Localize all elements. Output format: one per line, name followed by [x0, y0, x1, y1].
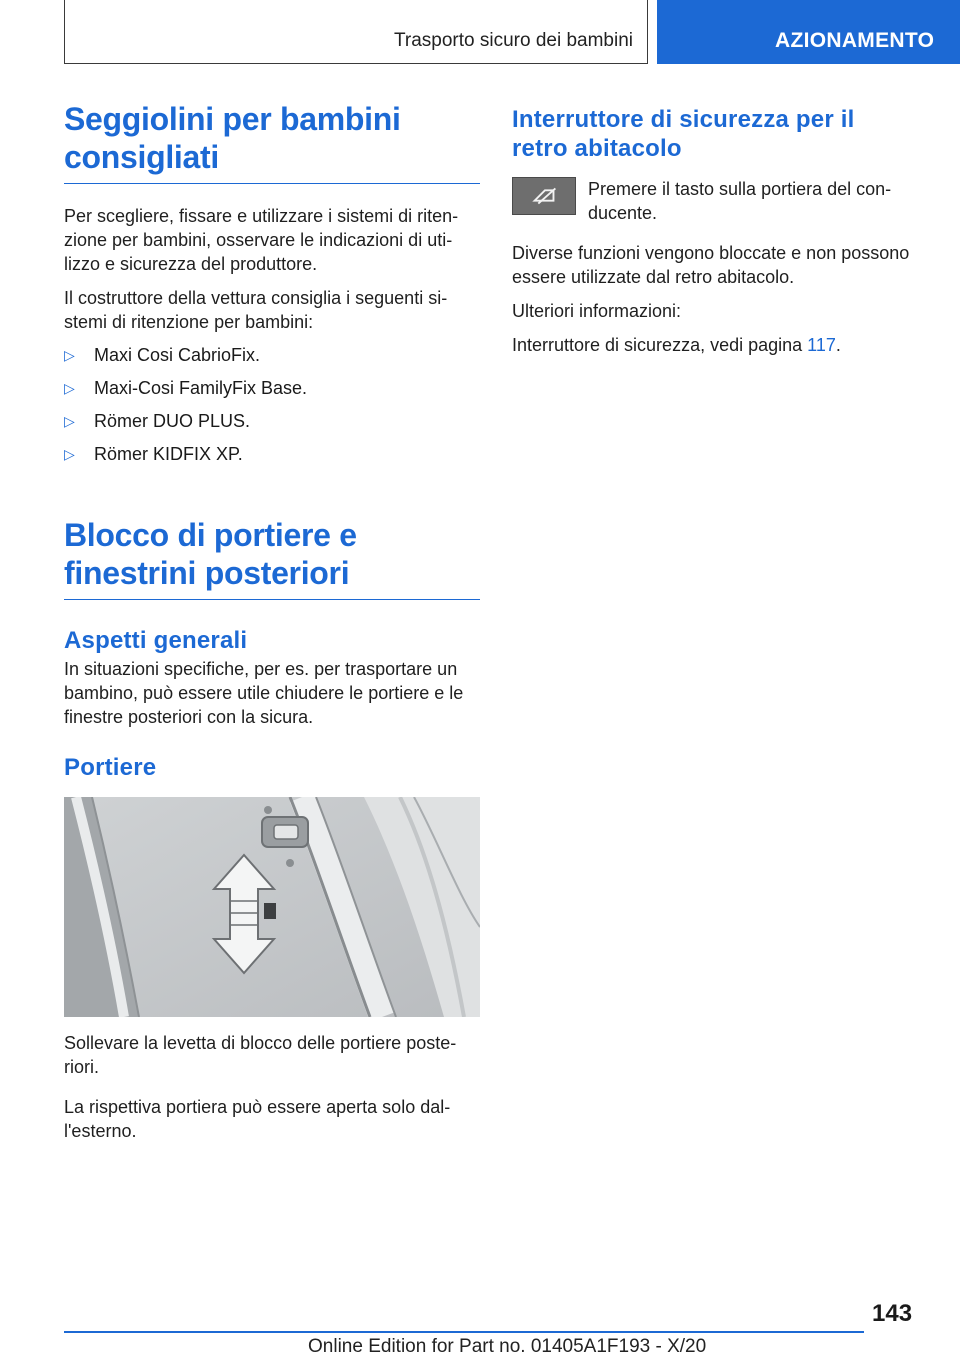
door-lock-lever-illustration: [64, 797, 480, 1017]
heading-doors: Portiere: [64, 754, 157, 781]
paragraph-switch-functions: Diverse funzioni vengono bloccate e non possono essere utilizzate dal retro abitacolo.: [512, 243, 910, 287]
seat-list: [64, 343, 480, 466]
page-link[interactable]: 117: [807, 335, 836, 355]
reference-end: .: [835, 335, 841, 355]
header-chapter-tab[interactable]: [657, 0, 960, 64]
heading-general: Aspetti generali: [64, 627, 248, 654]
seat-name: Römer DUO PLUS.: [94, 411, 251, 431]
triangle-bullet-icon: ▷: [64, 413, 75, 429]
paragraph-switch-press: Premere il tasto sulla portiera del conducente.: [588, 179, 892, 223]
paragraph-doors-lever: Sollevare la levetta di blocco delle portiere posteriori.: [64, 1033, 457, 1077]
paragraph-general: In situazioni specifiche, per es. per trasportare un bambino, può essere utile chiudere le portiere e le finestre posteriori con la sicura.: [64, 659, 464, 727]
seat-name: Maxi Cosi CabrioFix.: [94, 345, 261, 365]
list-item: [64, 409, 480, 433]
heading-door-window-lock: Blocco di portiere e finestrini posteriori: [64, 516, 480, 600]
page-number: 143: [872, 1300, 913, 1327]
reference-text: Interruttore di sicurezza, vedi pagina: [512, 335, 808, 355]
list-item: [64, 343, 480, 367]
window-lock-switch-icon: [512, 177, 576, 215]
header-section-tab: [64, 0, 648, 64]
switch-icon-row: [512, 177, 912, 225]
left-column: [64, 100, 480, 1143]
paragraph-seats-intro: Per scegliere, fissare e utilizzare i sistemi di ritenzione per bambini, osservare le indicazioni di utilizzo e sicurezza del produttore.: [64, 206, 459, 274]
footer-divider: [64, 1331, 864, 1333]
triangle-bullet-icon: ▷: [64, 347, 75, 363]
heading-recommended-seats: Seggiolini per bambini consigliati: [64, 100, 480, 184]
right-column: [512, 100, 912, 357]
paragraph-switch-reference: [512, 333, 912, 357]
header-section-title: Trasporto sicuro dei bambini: [393, 30, 633, 51]
seat-name: Maxi-Cosi FamilyFix Base.: [94, 378, 308, 398]
header-chapter-title: AZIONAMENTO: [775, 29, 935, 52]
heading-safety-switch: Interruttore di sicurezza per il retro abitacolo: [512, 106, 855, 162]
paragraph-doors-outside: La rispettiva portiera può essere aperta solo dall'esterno.: [64, 1097, 451, 1141]
seat-name: Römer KIDFIX XP.: [94, 444, 243, 464]
list-item: [64, 442, 480, 466]
triangle-bullet-icon: ▷: [64, 380, 75, 396]
paragraph-seats-recommend: Il costruttore della vettura consiglia i seguenti sistemi di ritenzione per bambini:: [64, 288, 448, 332]
footer-edition: Online Edition for Part no. 01405A1F193 - X/20: [308, 1336, 707, 1357]
triangle-bullet-icon: ▷: [64, 446, 75, 462]
list-item: [64, 376, 480, 400]
paragraph-switch-more-info: Ulteriori informazioni:: [512, 301, 682, 321]
